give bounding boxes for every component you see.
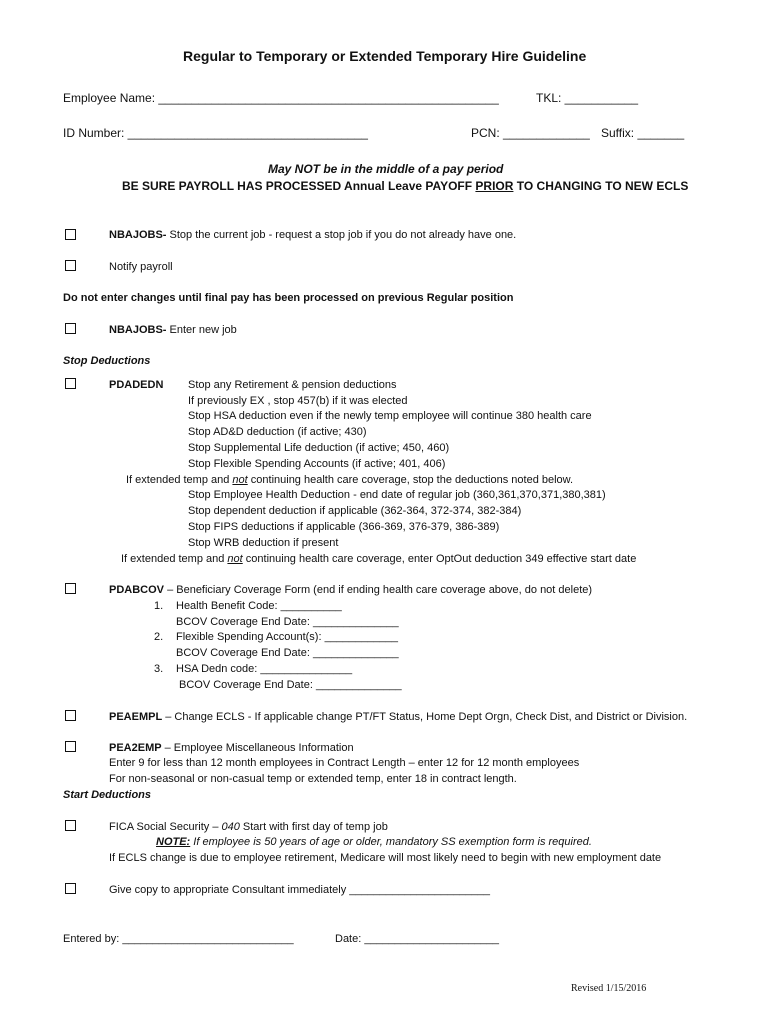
nbajobs-stop-item: NBAJOBS- Stop the current job - request a stop job if you do not already have one. [109, 229, 517, 241]
pdadedn-code: PDADEDN [109, 379, 164, 391]
pdadedn-line: Stop HSA deduction even if the newly temp employee will continue 380 health care [188, 410, 592, 422]
employee-name-field[interactable]: Employee Name: ___________________________________________________ [63, 91, 499, 105]
bcov-end-date-field[interactable]: BCOV Coverage End Date: ______________ [176, 647, 399, 659]
pea2emp-line: For non-seasonal or non-casual temp or extended temp, enter 18 in contract length. [109, 773, 517, 785]
start-deductions-heading: Start Deductions [63, 789, 152, 801]
health-benefit-code-field[interactable]: Health Benefit Code: __________ [176, 600, 342, 612]
pdabcov-num: 2. [154, 631, 164, 643]
pdadedn-line: Stop Flexible Spending Accounts (if active; 401, 406) [188, 458, 446, 470]
optout-note: If extended temp and not continuing health care coverage, enter OptOut deduction 349 effective start date [121, 553, 637, 565]
id-number-field[interactable]: ID Number: ____________________________________ [63, 126, 368, 140]
checkbox-pea2emp[interactable] [65, 741, 76, 752]
pdadedn-line: Stop dependent deduction if applicable (362-364, 372-374, 382-384) [188, 505, 522, 517]
nbajobs-enter-item: NBAJOBS- Enter new job [109, 324, 237, 336]
hsa-dedn-code-field[interactable]: HSA Dedn code: _______________ [176, 663, 353, 675]
revised-date: Revised 1/15/2016 [571, 983, 647, 994]
notify-payroll-item: Notify payroll [109, 261, 173, 273]
pdadedn-line: Stop FIPS deductions if applicable (366-369, 376-379, 386-389) [188, 521, 500, 533]
stop-deductions-heading: Stop Deductions [63, 355, 151, 367]
checkbox-pdabcov[interactable] [65, 583, 76, 594]
pdadedn-line: If previously EX , stop 457(b) if it was elected [188, 395, 408, 407]
pdadedn-line: Stop Supplemental Life deduction (if active; 450, 460) [188, 442, 450, 454]
checkbox-pdadedn[interactable] [65, 378, 76, 389]
tkl-field[interactable]: TKL: ___________ [536, 91, 639, 105]
pay-period-notice: May NOT be in the middle of a pay period [268, 162, 504, 176]
checkbox-nbajobs-enter[interactable] [65, 323, 76, 334]
pea2emp-line: Enter 9 for less than 12 month employees in Contract Length – enter 12 for 12 month employees [109, 757, 580, 769]
peaempl-item: PEAEMPL – Change ECLS - If applicable change PT/FT Status, Home Dept Orgn, Check Dist, and District or Division. [109, 711, 688, 723]
medicare-note: If ECLS change is due to employee retirement, Medicare will most likely need to begin with new employment date [109, 852, 662, 864]
flexible-spending-field[interactable]: Flexible Spending Account(s): ____________ [176, 631, 398, 643]
checkbox-consultant[interactable] [65, 883, 76, 894]
pdadedn-line: Stop AD&D deduction (if active; 430) [188, 426, 367, 438]
checkbox-nbajobs-stop[interactable] [65, 229, 76, 240]
entered-by-field[interactable]: Entered by: ____________________________ [63, 933, 294, 945]
pdadedn-line: Stop WRB deduction if present [188, 537, 339, 549]
ss-exemption-note: NOTE: If employee is 50 years of age or older, mandatory SS exemption form is required. [156, 836, 592, 848]
page-title: Regular to Temporary or Extended Temporary Hire Guideline [183, 48, 587, 64]
pdabcov-num: 1. [154, 600, 164, 612]
pea2emp-item: PEA2EMP – Employee Miscellaneous Information [109, 742, 354, 754]
pdadedn-line: Stop any Retirement & pension deductions [188, 379, 397, 391]
pdabcov-num: 3. [154, 663, 164, 675]
checkbox-fica[interactable] [65, 820, 76, 831]
checkbox-notify-payroll[interactable] [65, 260, 76, 271]
pcn-field[interactable]: PCN: _____________ [471, 126, 590, 140]
consultant-field[interactable]: Give copy to appropriate Consultant immediately _______________________ [109, 884, 490, 896]
fica-item: FICA Social Security – 040 Start with first day of temp job [109, 821, 388, 833]
date-field[interactable]: Date: ______________________ [335, 933, 499, 945]
suffix-field[interactable]: Suffix: _______ [601, 126, 685, 140]
payroll-notice: BE SURE PAYROLL HAS PROCESSED Annual Leave PAYOFF PRIOR TO CHANGING TO NEW ECLS [122, 179, 689, 193]
pdabcov-item: PDABCOV – Beneficiary Coverage Form (end if ending health care coverage above, do not delete) [109, 584, 593, 596]
final-pay-warning: Do not enter changes until final pay has been processed on previous Regular position [63, 292, 514, 304]
checkbox-peaempl[interactable] [65, 710, 76, 721]
bcov-end-date-field[interactable]: BCOV Coverage End Date: ______________ [176, 616, 399, 628]
bcov-end-date-field[interactable]: BCOV Coverage End Date: ______________ [179, 679, 402, 691]
extended-temp-note: If extended temp and not continuing health care coverage, stop the deductions noted below. [126, 474, 574, 486]
pdadedn-line: Stop Employee Health Deduction - end date of regular job (360,361,370,371,380,381) [188, 489, 606, 501]
